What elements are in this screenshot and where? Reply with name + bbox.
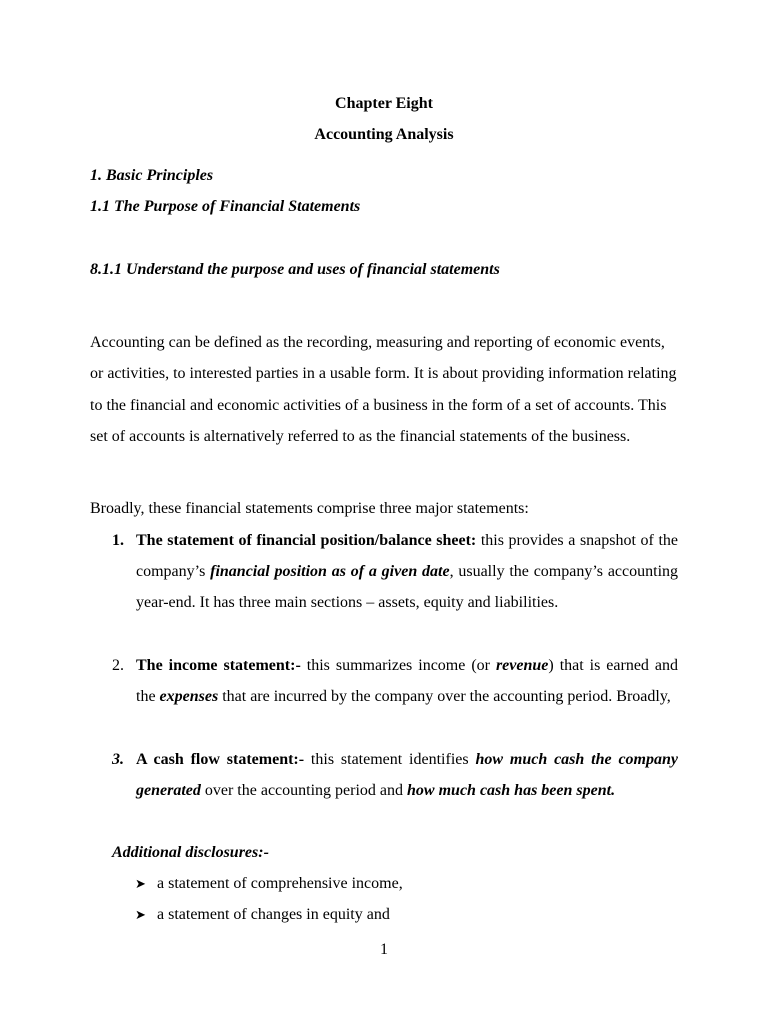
statement-emphasis: financial position as of a given date: [210, 563, 450, 581]
statement-emphasis: how much cash the company generated: [136, 751, 678, 800]
statement-body: [136, 650, 678, 712]
statement-emphasis: expenses: [159, 688, 219, 706]
statement-emphasis: how much cash has been spent.: [407, 782, 616, 800]
list-lead: Broadly, these financial statements comprise three major statements:: [90, 500, 529, 517]
statement-item: [112, 650, 678, 712]
bullet-text: a statement of comprehensive income,: [157, 875, 403, 892]
statement-text: over the accounting period and: [200, 782, 408, 800]
subsection-heading: 1.1 The Purpose of Financial Statements: [90, 198, 361, 215]
statement-text: , usually the company’s accounting year-end. It has three main sections – assets, equity and liabilities.: [136, 563, 679, 612]
intro-paragraph: [90, 327, 680, 453]
statement-number: 2.: [112, 657, 124, 674]
statement-body: [136, 744, 678, 806]
chapter-subtitle: Accounting Analysis: [314, 126, 454, 143]
statement-number: 1.: [112, 532, 124, 549]
statement-text: this statement identifies: [304, 751, 476, 768]
statement-item: [112, 525, 678, 619]
intro-paragraph-text: Accounting can be defined as the recording, measuring and reporting of economic events, or activities, to interested parties in a usable form. It is about providing information relating to the financial and economic activities of a business in the form of a set of accounts. This set of accounts is alternatively referred to as the financial statements of the business.: [90, 334, 677, 446]
statement-text: that are incurred by the company over the accounting period. Broadly,: [218, 688, 671, 706]
arrow-bullet-icon: ➤: [135, 877, 146, 892]
statement-number: 3.: [112, 751, 124, 768]
statement-body: [136, 525, 678, 619]
statement-title: The statement of financial position/balance sheet:: [136, 532, 477, 549]
statement-text: this provides a snapshot of the company’s: [136, 532, 678, 581]
statement-title: A cash flow statement:-: [136, 751, 305, 768]
arrow-bullet-icon: ➤: [135, 908, 146, 923]
section-heading: 1. Basic Principles: [90, 167, 214, 184]
statement-text: this summarizes income (or: [300, 657, 496, 674]
statement-emphasis: revenue: [495, 657, 549, 674]
additional-disclosures-label: Additional disclosures:-: [112, 844, 269, 861]
bullet-text: a statement of changes in equity and: [157, 906, 390, 923]
list-item: [135, 905, 390, 926]
list-item: [135, 874, 403, 895]
subsubsection-heading: 8.1.1 Understand the purpose and uses of financial statements: [90, 261, 500, 278]
chapter-title: Chapter Eight: [335, 95, 433, 112]
statement-title: The income statement:-: [136, 657, 301, 674]
statement-text: ) that is earned and the: [136, 657, 679, 706]
page-number: 1: [380, 941, 388, 958]
statement-item: [112, 744, 678, 806]
